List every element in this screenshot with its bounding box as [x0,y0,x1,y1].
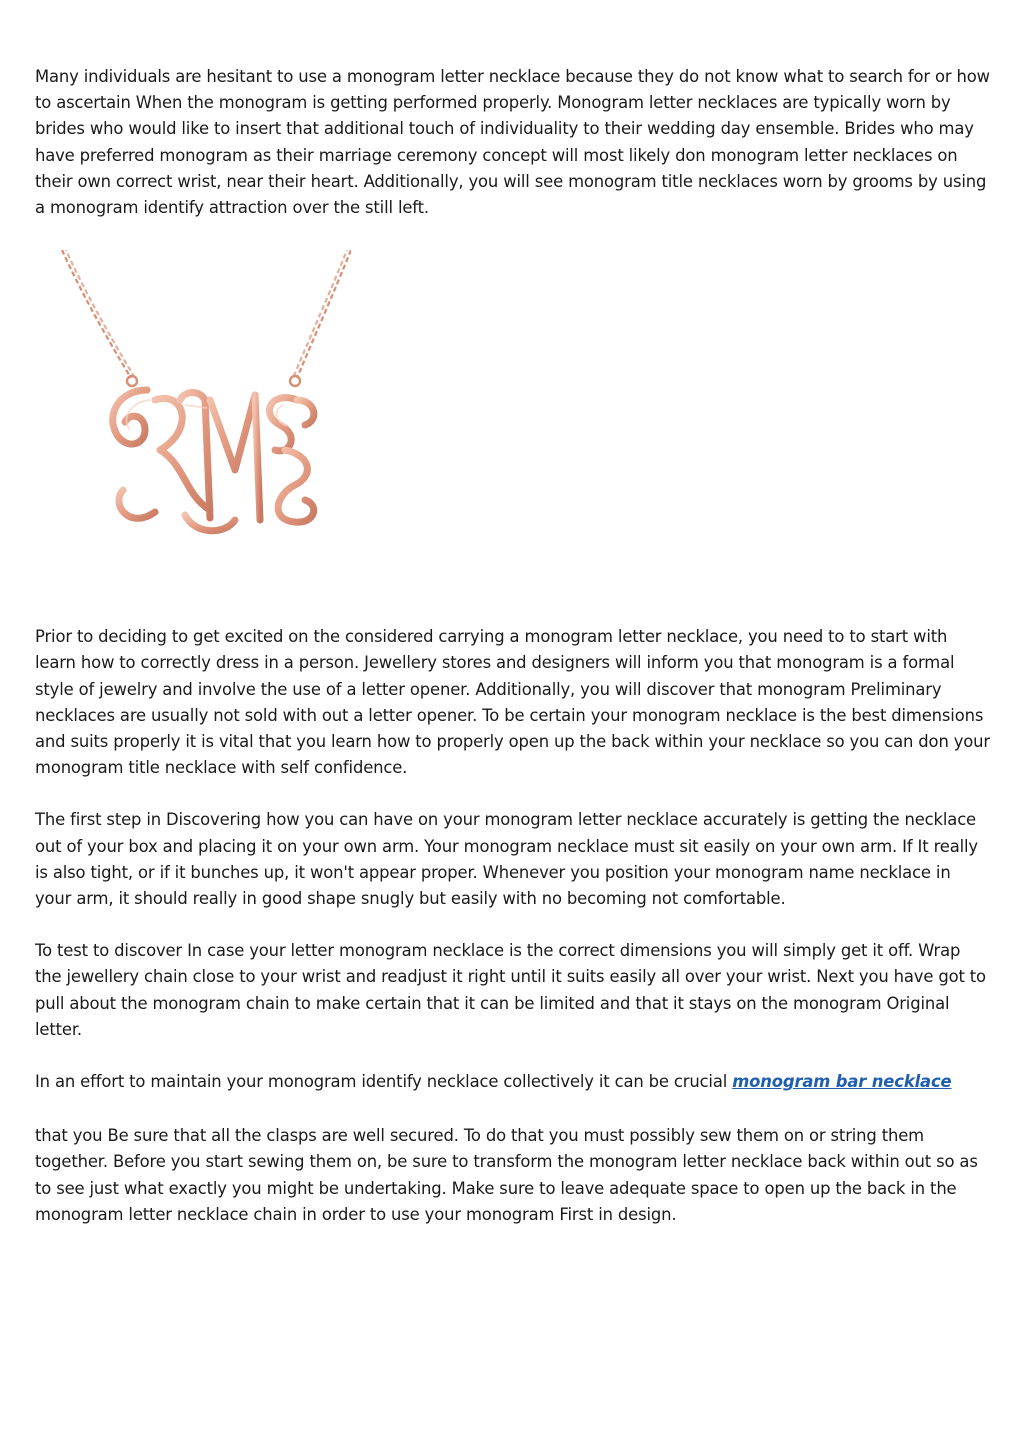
necklace-image [35,250,351,590]
paragraph-maintain-text: In an effort to maintain your monogram identify necklace collectively it can be crucial [35,1072,728,1092]
paragraph-intro: Many individuals are hesitant to use a monogram letter necklace because they do not know what to search for or how to ascertain When the monogram is getting performed properly. Monogram letter necklaces are typically worn by brides who would like to insert that additional touch of individuality to their wedding day ensemble. Brides who may have preferred monogram as their marriage ceremony concept will most likely don monogram letter necklaces on their own correct wrist, near their heart. Additionally, you will see monogram title necklaces worn by grooms by using a monogram identify attraction over the still left. [35,67,990,218]
paragraph-test-size: To test to discover In case your letter monogram necklace is the correct dimensions you will simply get it off. Wrap the jewellery chain close to your wrist and readjust it right until it suits easily all over your wrist. Next you have got to pull about the monogram chain to make certain that it can be limited and that it stays on the monogram Original letter. [35,941,986,1039]
paragraph-preparation: Prior to deciding to get excited on the considered carrying a monogram letter necklace, you need to to start with learn how to correctly dress in a person. Jewellery stores and designers will inform you that monogram is a formal style of jewelry and involve the use of a letter opener. Additionally, you will discover that monogram Preliminary necklaces are usually not sold with out a letter opener. To be certain your monogram necklace is the best dimensions and suits properly it is vital that you learn how to properly open up the back within your necklace so you can don your monogram title necklace with self confidence. [35,627,990,778]
paragraph-maintain [35,1069,990,1095]
paragraph-clasps: that you Be sure that all the clasps are well secured. To do that you must possibly sew them on or string them together. Before you start sewing them on, be sure to transform the monogram letter necklace back within out so as to see just what exactly you might be undertaking. Make sure to leave adequate space to open up the back in the monogram letter necklace chain in order to use your monogram First in design. [35,1126,978,1224]
chain-right [293,250,351,378]
paragraph-first-step: The first step in Discovering how you can have on your monogram letter necklace accurately is getting the necklace out of your box and placing it on your own arm. Your monogram necklace must sit easily on your own arm. If It really is also tight, or if it bunches up, it won't appear proper. Whenever you position your monogram name necklace in your arm, it should really in good shape snugly but easily with no becoming not comfortable. [35,810,978,909]
monogram-pendant [113,390,314,531]
chain-left [62,250,135,378]
monogram-necklace-illustration [35,250,351,590]
article [35,64,990,1228]
monogram-bar-necklace-link[interactable]: monogram bar necklace [732,1072,952,1092]
